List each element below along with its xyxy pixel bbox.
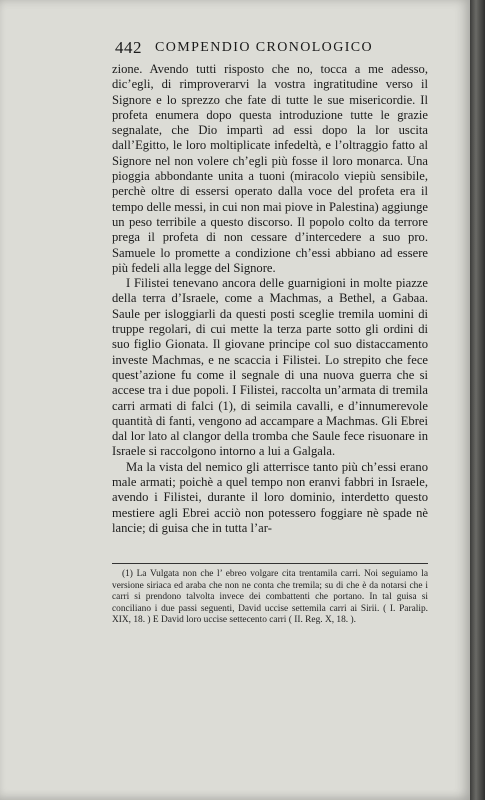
page-edge-shadow xyxy=(470,0,485,800)
footnote: (1) La Vulgata non che l’ ebreo volgare cita trentamila carri. Noi seguiamo la versione siriaca ed araba che non ne conta che tremila; su di che è da notarsi che i carri si prendono talvolta invece dei combattenti che portano. In tal guisa si conciliano i due passi seguenti, David uccise settemila carri ai Sirii. ( I. Paralip. XIX, 18. ) E David loro uccise settecento carri ( II. Reg. X, 18. ). xyxy=(112,569,428,626)
paragraph: I Filistei tenevano ancora delle guarnigioni in molte piazze della terra d’Israele, come a Machmas, a Bethel, a Gabaa. Saule per isloggiarli da questi posti sceglie tremila uomini di truppe regolari, di cui mette la terza parte sotto gli ordini di suo figlio Gionata. Il giovane principe col suo distaccamento investe Machmas, e ne scaccia i Filistei. Lo strepito che fece quest’azione fu come il segnale di una nuova guerra che si accese tra i due popoli. I Filistei, raccolta un’armata di tremila carri armati di falci (1), di seimila cavalli, e d’innumerevole quantità di fanti, vengono ad accampare a Machmas. Gli Ebrei dal lor lato al clangor della tromba che Saule fece risuonare in Israele si raccolgono intorno a lui a Galgala. xyxy=(112,276,428,459)
paragraph: Ma la vista del nemico gli atterrisce tanto più ch’essi erano male armati; poichè a quel tempo non eranvi fabbri in Israele, avendo i Filistei, durante il loro dominio, interdetto questo mestiere agli Ebrei acciò non potessero foggiare nè spade nè lancie; di guisa che in tutta l’ar- xyxy=(112,459,428,535)
running-title: COMPENDIO CRONOLOGICO xyxy=(155,40,374,55)
page-header xyxy=(0,38,470,62)
page-number: 442 xyxy=(115,38,142,57)
footnote-divider xyxy=(112,563,428,564)
paragraph: zione. Avendo tutti risposto che no, tocca a me adesso, dic’egli, di rimproverarvi la vostra ingratitudine verso il Signore e lo sprezzo che fate di tutte le sue misericordie. Il profeta enumera dopo questa introduzione tutte le grazie segnalate, che Dio impartì ad essi dopo la lor uscita dall’Egitto, le loro moltiplicate infedeltà, e l’oltraggio fatto al Signore nel non volere ch’egli più fosse il loro monarca. Una pioggia abbondante unita a tuoni (miracolo viepiù sensibile, perchè oltre di essersi operato dalla voce del profeta era il tempo delle messi, in cui non mai piove in Palestina) aggiunge un peso terribile a questo discorso. Il popolo colto da terrore prega il profeta di non cessare d’intercedere a suo pro. Samuele lo promette a condizione ch’essi abbiano ad essere più fedeli alla legge del Signore. xyxy=(112,62,428,275)
main-text xyxy=(112,62,428,536)
